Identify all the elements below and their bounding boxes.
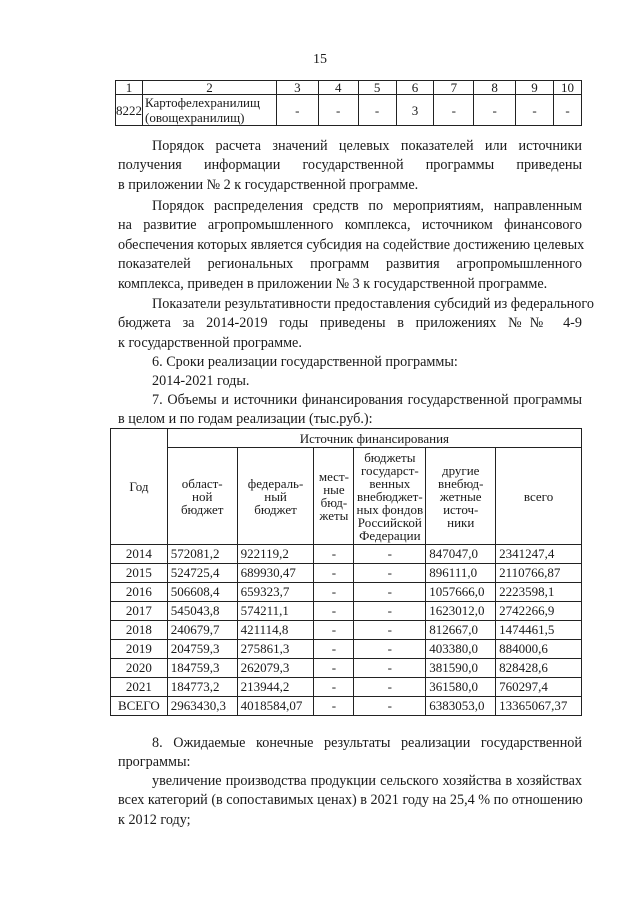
cell-regional: 506608,4 [167,583,237,602]
cell: - [516,95,554,126]
table-row [111,583,582,602]
header-extrabudgetary-funds [354,448,426,545]
cell-federal: 659323,7 [237,583,314,602]
text-line: к 2012 году; [118,811,191,828]
financing-table-body [111,545,582,716]
cell-regional: 204759,3 [167,640,237,659]
cell-total: 2110766,87 [496,564,582,583]
section-7 [118,391,582,430]
cell-year: 2020 [111,659,168,678]
section-6 [118,353,582,392]
header-cell: 10 [553,81,581,95]
section-heading: 6. Сроки реализации государственной программы: [152,354,458,370]
header-line: всего [523,488,554,504]
header-federal-budget [237,448,314,545]
text-line: Порядок распределения средств по мероприятиям, направленным [152,198,582,214]
cell-local: - [314,564,354,583]
cell-extrabudget: - [354,697,426,716]
cell-regional: 524725,4 [167,564,237,583]
header-line: бюджет [254,501,297,517]
text-line: увеличение производства продукции сельского хозяйства в хозяйствах [152,773,582,789]
header-line: ный [264,488,287,504]
cell-other: 6383053,0 [426,697,496,716]
cell-extrabudget: - [354,640,426,659]
section-heading: 8. Ожидаемые конечные результаты реализации государственной [152,735,582,751]
row-name-line: (овощехранилищ) [145,110,245,125]
cell-extrabudget: - [354,583,426,602]
cell-other: 847047,0 [426,545,496,564]
cell-other: 812667,0 [426,621,496,640]
header-other-sources [426,448,496,545]
header-line: бюджет [180,501,224,517]
table-row [111,659,582,678]
text-line: Показатели результативности предоставления субсидий из федерального [152,296,594,312]
cell-regional: 240679,7 [167,621,237,640]
cell-local: - [314,659,354,678]
header-line: внебюджет- [356,488,423,504]
cell-federal: 275861,3 [237,640,314,659]
header-line: ники [447,514,475,530]
text-line: в целом и по годам реализации (тыс.руб.): [118,411,373,428]
header-line: источ- [443,501,479,517]
table-row [111,697,582,716]
header-line: ной [192,488,213,504]
text-line: показателей региональных программ развития агропромышленного [118,256,582,273]
page-number: 15 [313,52,327,67]
cell-local: - [314,697,354,716]
paragraph-subsidy-indicators [118,295,594,353]
financing-table [110,428,582,716]
cell-federal: 213944,2 [237,678,314,697]
header-line: област- [181,475,223,491]
table-row [111,678,582,697]
header-year: Год [111,429,168,545]
table-row [111,564,582,583]
cell-total: 2341247,4 [496,545,582,564]
financing-table-subheader [111,448,582,545]
cell-year: 2015 [111,564,168,583]
header-line: ные [323,482,345,497]
header-cell: 5 [358,81,396,95]
cell-regional: 572081,2 [167,545,237,564]
header-line: Российской [357,514,422,530]
cell: - [276,95,318,126]
cell: - [553,95,581,126]
cell-local: - [314,678,354,697]
cell-year: 2014 [111,545,168,564]
header-cell: 7 [434,81,474,95]
header-line: бюд- [320,495,348,510]
section-heading: 7. Объемы и источники финансирования государственной программы [152,392,582,408]
text-line: комплекса, приведен в приложении № 3 к государственной программе. [118,275,548,292]
cell-local: - [314,602,354,621]
text-line: обеспечения которых является субсидия на содействие достижению целевых [118,236,585,253]
cell-regional: 184773,2 [167,678,237,697]
row-name [143,95,277,126]
header-line: федераль- [247,475,304,491]
row-code: 8222 [116,95,143,126]
cell-regional: 545043,8 [167,602,237,621]
cell-regional: 2963430,3 [167,697,237,716]
cell-local: - [314,545,354,564]
text-line: к государственной программе. [118,334,302,351]
header-line: Федерации [359,527,421,543]
cell-local: - [314,640,354,659]
header-cell: 6 [396,81,434,95]
paragraph-calculation-order [118,137,582,195]
cell-other: 403380,0 [426,640,496,659]
cell: - [318,95,358,126]
table-row [111,621,582,640]
cell-extrabudget: - [354,621,426,640]
header-cell: 9 [516,81,554,95]
text-line: получения информации государственной программы приведены [118,157,582,174]
cell-year: 2017 [111,602,168,621]
cell-total: 2742266,9 [496,602,582,621]
cell-regional: 184759,3 [167,659,237,678]
text-line: 2014-2021 годы. [152,373,250,390]
header-cell: 8 [474,81,516,95]
cell: 3 [396,95,434,126]
financing-table-header [111,429,582,448]
cell-federal: 262079,3 [237,659,314,678]
cell-other: 381590,0 [426,659,496,678]
cell-year: 2019 [111,640,168,659]
header-line: ных фондов [356,501,424,517]
continuation-table [115,80,582,126]
cell-local: - [314,621,354,640]
header-line: жеты [319,508,349,523]
cell-year: ВСЕГО [111,697,168,716]
header-cell: 4 [318,81,358,95]
text-line: на развитие агропромышленного комплекса, источником финансового [118,217,582,234]
cell-federal: 689930,47 [237,564,314,583]
cell-federal: 574211,1 [237,602,314,621]
cell-federal: 922119,2 [237,545,314,564]
header-line: другие [441,462,480,478]
header-line: бюджеты [364,449,416,465]
cell-year: 2021 [111,678,168,697]
header-line: венных [369,475,411,491]
cell-federal: 4018584,07 [237,697,314,716]
text-line: бюджета за 2014-2019 годы приведены в приложениях №№ 4-9 [118,315,582,332]
header-line: мест- [318,469,349,484]
cell-total: 760297,4 [496,678,582,697]
cell-total: 13365067,37 [496,697,582,716]
cell-extrabudget: - [354,545,426,564]
header-cell: 3 [276,81,318,95]
text-line: Порядок расчета значений целевых показателей или источники [152,138,582,154]
cell: - [358,95,396,126]
cell-other: 361580,0 [426,678,496,697]
paragraph-expected-results [118,772,582,830]
cell-federal: 421114,8 [237,621,314,640]
cell-other: 896111,0 [426,564,496,583]
header-regional-budget [167,448,237,545]
continuation-table-header [116,81,582,95]
header-source-group: Источник финансирования [167,429,581,448]
header-cell: 1 [116,81,143,95]
cell-local: - [314,583,354,602]
cell-total: 828428,6 [496,659,582,678]
header-cell: 2 [143,81,277,95]
cell-other: 1623012,0 [426,602,496,621]
table-row [111,640,582,659]
table-row [116,95,582,126]
header-total [496,448,582,545]
header-local-budgets [314,448,354,545]
cell: - [474,95,516,126]
header-line: жетные [439,488,482,504]
text-line: всех категорий (в сопоставимых ценах) в 2021 году на 25,4 % по отношению [118,792,583,809]
cell-total: 1474461,5 [496,621,582,640]
cell-extrabudget: - [354,659,426,678]
section-8 [118,734,582,773]
cell-other: 1057666,0 [426,583,496,602]
cell-total: 884000,6 [496,640,582,659]
paragraph-funds-distribution [118,197,585,294]
cell-total: 2223598,1 [496,583,582,602]
cell: - [434,95,474,126]
header-line: государст- [360,462,419,478]
row-name-line: Картофелехранилищ [145,95,261,110]
text-line: программы: [118,754,191,771]
text-line: в приложении № 2 к государственной программе. [118,176,419,193]
cell-year: 2016 [111,583,168,602]
table-row [111,545,582,564]
cell-extrabudget: - [354,602,426,621]
table-row [111,602,582,621]
cell-extrabudget: - [354,564,426,583]
cell-year: 2018 [111,621,168,640]
header-line: внебюд- [437,475,484,491]
cell-extrabudget: - [354,678,426,697]
